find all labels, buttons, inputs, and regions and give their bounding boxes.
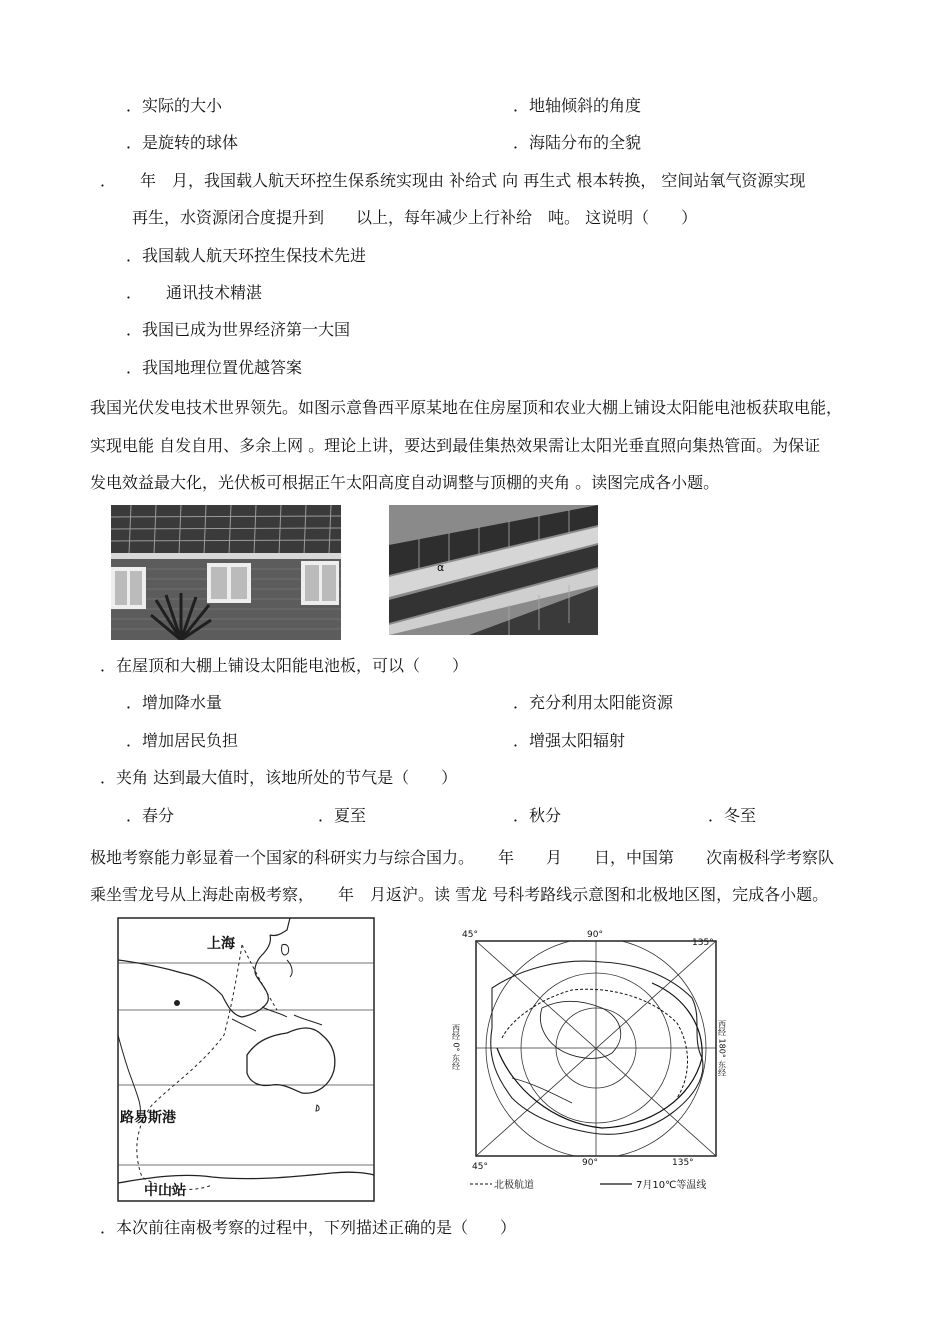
question-stem: ．夹角 达到最大值时，该地所处的节气是（ ）	[100, 768, 458, 787]
option-d: ．冬至	[708, 806, 757, 825]
option-c: ．是旋转的球体	[126, 133, 239, 152]
zhongshan-station-label: 中山站	[144, 1183, 186, 1199]
option-b: ．夏至	[318, 806, 367, 825]
option-b: ． 通讯技术精湛	[126, 283, 263, 302]
right-meridian-label: 西经 180° 东经	[717, 1020, 727, 1077]
passage-line2: 乘坐雪龙号从上海赴南极考察， 年 月返沪。读 雪龙 号科考路线示意图和北极地区图，完成各小题。	[90, 885, 829, 904]
legend-arctic-route: 北极航道	[494, 1180, 534, 1191]
question-stem: ．在屋顶和大棚上铺设太阳能电池板，可以（ ）	[100, 656, 469, 675]
option-d: ．海陆分布的全貌	[513, 133, 642, 152]
legend-isotherm: 7月10℃等温线	[636, 1180, 707, 1191]
option-a: ．我国载人航天环控生保技术先进	[126, 246, 367, 265]
option-d: ．增强太阳辐射	[513, 731, 626, 750]
arctic-map	[452, 928, 742, 1194]
question-stem-line1: ． 年 月，我国载人航天环控生保系统实现由 补给式 向 再生式 根本转换， 空间站氧气资源实现	[100, 171, 806, 190]
route-map	[112, 915, 376, 1203]
passage-line1: 我国光伏发电技术世界领先。如图示意鲁西平原某地在住房屋顶和农业大棚上铺设太阳能电池板获取电能，	[90, 398, 843, 417]
question-stem: ．本次前往南极考察的过程中，下列描述正确的是（ ）	[100, 1218, 517, 1237]
option-a: ．实际的大小	[126, 96, 223, 115]
left-meridian-label: 西经 0° 东经	[452, 1024, 461, 1071]
lon-45-top-label: 45°	[462, 930, 478, 940]
lon-135-bottom-label: 135°	[672, 1158, 694, 1168]
shanghai-label: 上海	[207, 936, 235, 952]
option-c: ．我国已成为世界经济第一大国	[126, 320, 351, 339]
option-c: ．增加居民负担	[126, 731, 239, 750]
port-louis-label: 路易斯港	[120, 1110, 176, 1126]
passage-line2: 实现电能 自发自用、多余上网 。理论上讲，要达到最佳集热效果需让太阳光垂直照向集热管面。为保证	[90, 436, 821, 455]
option-d: ．我国地理位置优越答案	[126, 358, 303, 377]
lon-135-top-label: 135°	[692, 938, 714, 948]
greenhouse-solar-photo	[389, 505, 598, 635]
question-stem-line2: 再生，水资源闭合度提升到 以上，每年减少上行补给 吨。 这说明（ ）	[132, 208, 698, 227]
option-b: ．地轴倾斜的角度	[513, 96, 642, 115]
option-c: ．秋分	[513, 806, 562, 825]
option-a: ．增加降水量	[126, 693, 223, 712]
option-b: ．充分利用太阳能资源	[513, 693, 674, 712]
lon-90-bottom-label: 90°	[582, 1158, 598, 1168]
passage-line3: 发电效益最大化，光伏板可根据正午太阳高度自动调整与顶棚的夹角 。读图完成各小题。	[90, 473, 720, 492]
option-a: ．春分	[126, 806, 175, 825]
rooftop-solar-photo	[111, 505, 341, 640]
passage-line1: 极地考察能力彰显着一个国家的科研实力与综合国力。 年 月 日，中国第 次南极科学考察队	[90, 848, 835, 867]
angle-alpha-label: α	[437, 561, 445, 574]
lon-90-top-label: 90°	[587, 930, 603, 940]
lon-45-bottom-label: 45°	[472, 1162, 488, 1172]
